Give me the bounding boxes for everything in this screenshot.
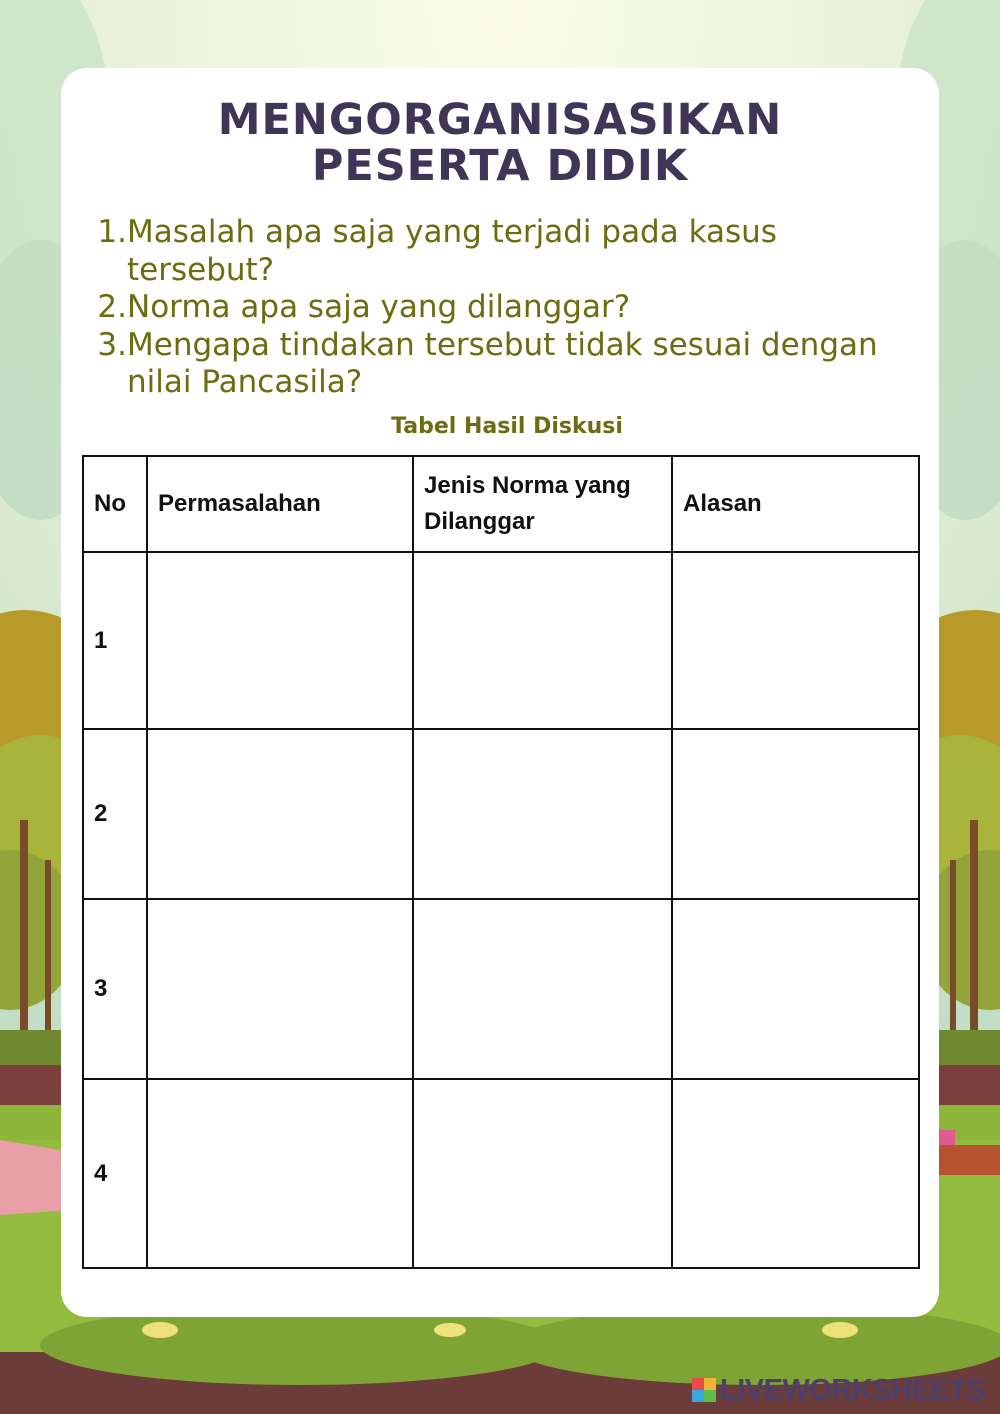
row-number: 3 — [83, 899, 147, 1079]
row-number: 1 — [83, 552, 147, 729]
logo-squares-icon — [692, 1378, 716, 1402]
question-text-continued: nilai Pancasila? — [127, 364, 363, 400]
answer-cell-permasalahan[interactable] — [147, 899, 413, 1079]
worksheet-title — [0, 97, 1000, 189]
answer-cell-alasan[interactable] — [672, 899, 919, 1079]
answer-cell-permasalahan[interactable] — [147, 552, 413, 729]
header-permasalahan: Permasalahan — [147, 456, 413, 552]
question-number: 1. — [97, 214, 127, 250]
table-row — [83, 899, 919, 1079]
answer-cell-jenis-norma[interactable] — [413, 1079, 672, 1268]
table-header-row — [83, 456, 919, 552]
table-row — [83, 729, 919, 899]
row-number: 4 — [83, 1079, 147, 1268]
discussion-table — [82, 455, 920, 1269]
header-alasan: Alasan — [672, 456, 919, 552]
question-item — [94, 327, 924, 402]
table-caption: Tabel Hasil Diskusi — [391, 414, 623, 439]
answer-cell-permasalahan[interactable] — [147, 1079, 413, 1268]
question-number: 3. — [97, 326, 127, 363]
answer-cell-alasan[interactable] — [672, 729, 919, 899]
answer-cell-permasalahan[interactable] — [147, 729, 413, 899]
answer-cell-jenis-norma[interactable] — [413, 552, 672, 729]
header-no: No — [83, 456, 147, 552]
question-text-continued: tersebut? — [127, 251, 275, 288]
liveworksheets-logo[interactable] — [692, 1374, 992, 1406]
question-text: Mengapa tindakan tersebut tidak sesuai dengan — [127, 326, 878, 363]
question-item — [94, 289, 924, 327]
question-item — [94, 214, 924, 289]
header-jenis-norma: Jenis Norma yang Dilanggar — [413, 456, 672, 552]
table-row — [83, 1079, 919, 1268]
title-line-2: PESERTA DIDIK — [311, 141, 689, 191]
title-line-1: MENGORGANISASIKAN — [217, 95, 783, 145]
answer-cell-alasan[interactable] — [672, 552, 919, 729]
question-number: 2. — [97, 289, 127, 325]
answer-cell-jenis-norma[interactable] — [413, 729, 672, 899]
question-text: Norma apa saja yang dilanggar? — [127, 289, 631, 325]
logo-text: LIVEWORKSHEETS — [720, 1373, 986, 1406]
table-row — [83, 552, 919, 729]
question-text: Masalah apa saja yang terjadi pada kasus — [127, 214, 777, 250]
row-number: 2 — [83, 729, 147, 899]
question-list — [94, 214, 924, 402]
answer-cell-jenis-norma[interactable] — [413, 899, 672, 1079]
answer-cell-alasan[interactable] — [672, 1079, 919, 1268]
